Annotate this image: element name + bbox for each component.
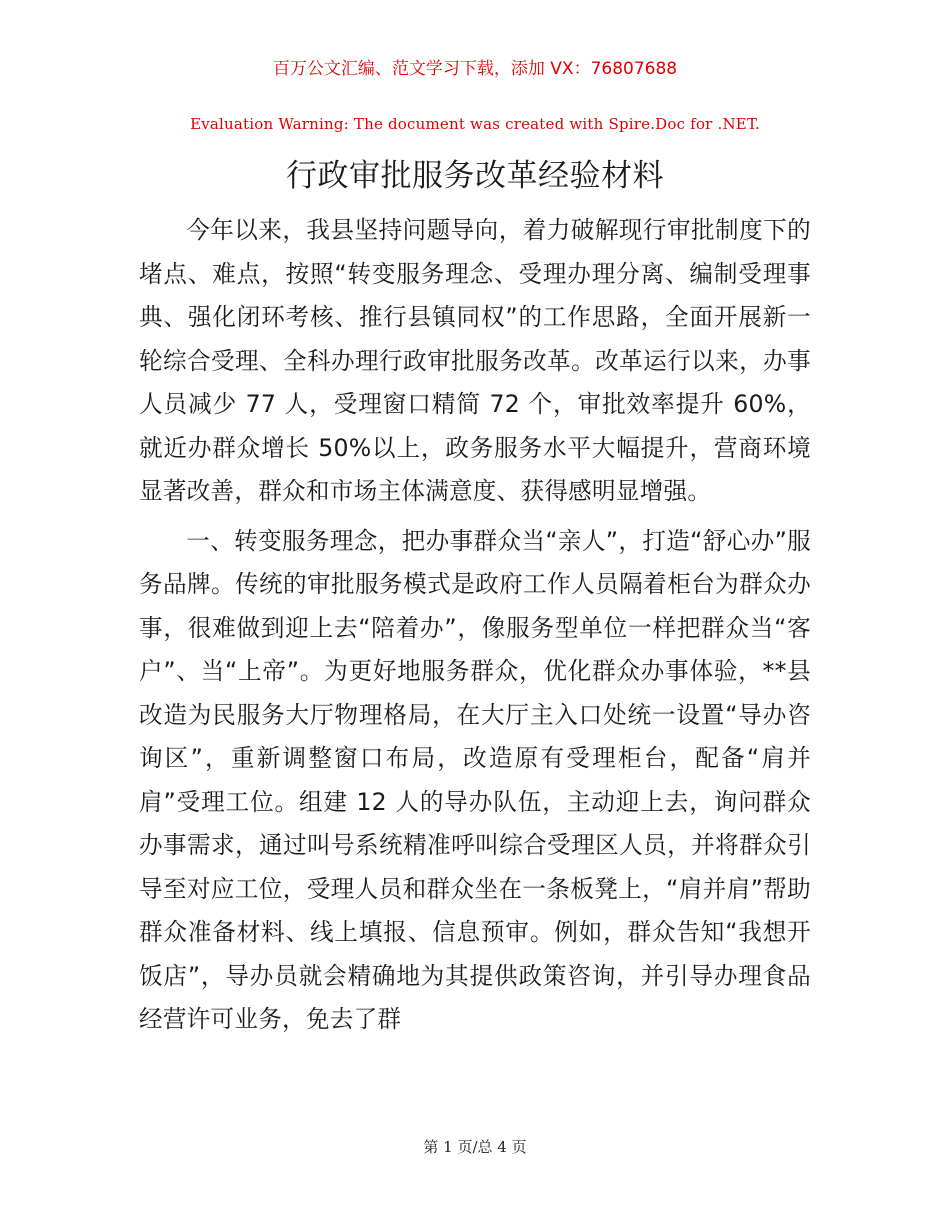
header-banner: 百万公文汇编、范文学习下载，添加 VX：76807688	[272, 59, 678, 79]
paragraph-section-one: 一、转变服务理念，把办事群众当“亲人”，打造“舒心办”服务品牌。传统的审批服务模式是政府工作人员隔着柜台为群众办事，很难做到迎上去“陪着办”，像服务型单位一样把群众当“客户”、当“上帝”。为更好地服务群众，优化群众办事体验，**县改造为民服务大厅物理格局，在大厅主入口处统一设置“导办咨询区”，重新调整窗口布局，改造原有受理柜台，配备“肩并肩”受理工位。组建 12 人的导办队伍，主动迎上去，询问群众办事需求，通过叫号系统精准呼叫综合受理区人员，并将群众引导至对应工位，受理人员和群众坐在一条板凳上，“肩并肩”帮助群众准备材料、线上填报、信息预审。例如，群众告知“我想开饭店”，导办员就会精确地为其提供政策咨询，并引导办理食品经营许可业务，免去了群	[139, 526, 811, 1033]
document-title: 行政审批服务改革经验材料	[286, 158, 664, 194]
page-number: 第 1 页/总 4 页	[423, 1138, 527, 1156]
evaluation-warning: Evaluation Warning: The document was created with Spire.Doc for .NET.	[190, 115, 760, 133]
document-body	[139, 209, 811, 1042]
paragraph-intro: 今年以来，我县坚持问题导向，着力破解现行审批制度下的堵点、难点，按照“转变服务理念、受理办理分离、编制受理事典、强化闭环考核、推行县镇同权”的工作思路，全面开展新一轮综合受理、全科办理行政审批服务改革。改革运行以来，办事人员减少 77 人，受理窗口精简 72 个，审批效率提升 60%，就近办群众增长 50%以上，政务服务水平大幅提升，营商环境显著改善，群众和市场主体满意度、获得感明显增强。	[139, 216, 811, 505]
